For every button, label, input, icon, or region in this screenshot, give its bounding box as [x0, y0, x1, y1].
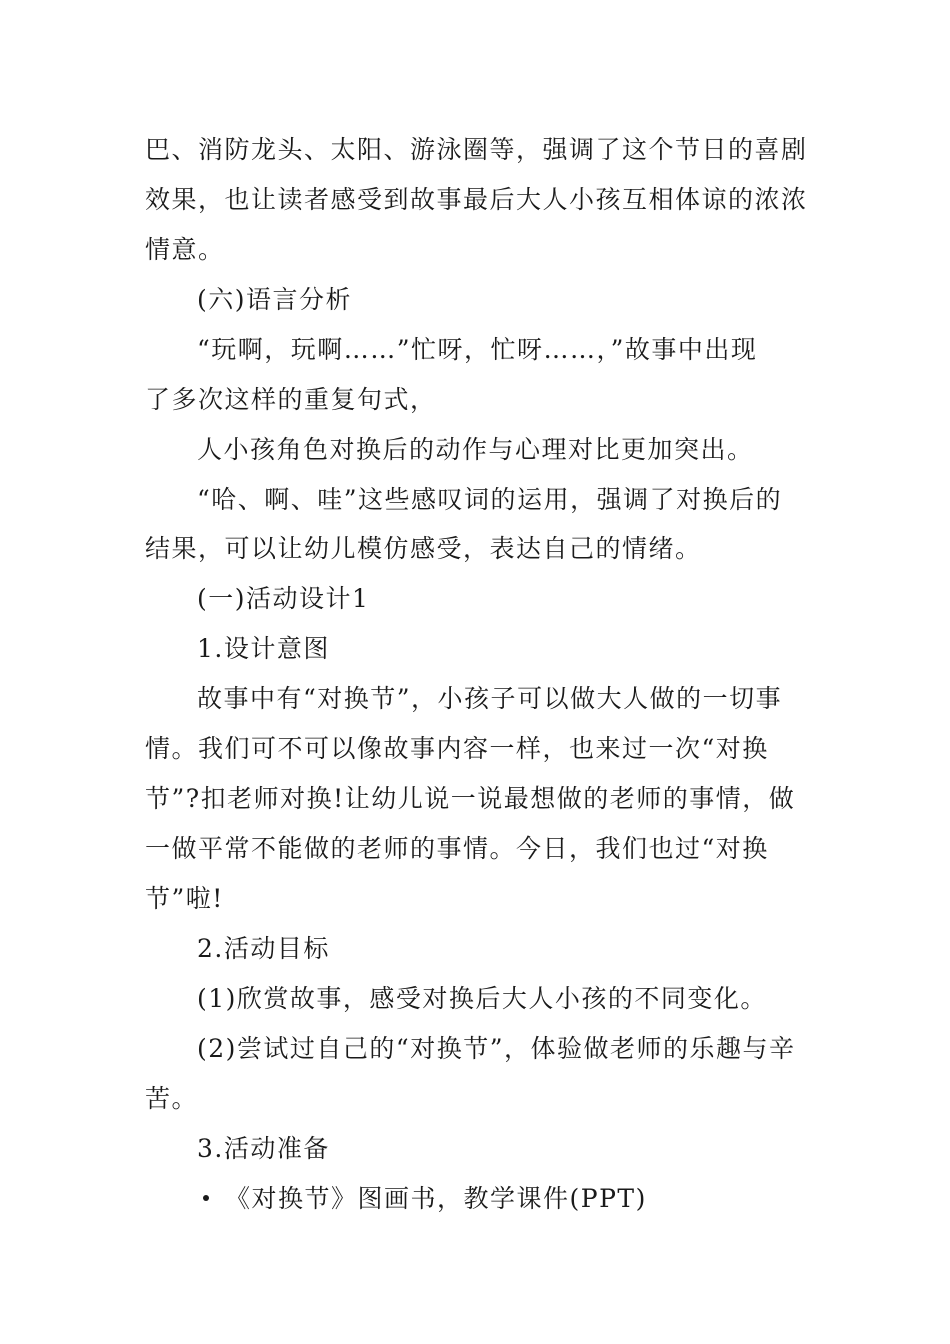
- paragraph-line: 节”?扣老师对换!让幼儿说一说最想做的老师的事情，做: [145, 784, 796, 813]
- section-heading: (六)语言分析: [197, 285, 353, 314]
- section-heading: (一)活动设计1: [197, 584, 370, 613]
- paragraph-line: 了多次这样的重复句式，: [145, 385, 437, 414]
- paragraph-line: 故事中有“对换节”，小孩子可以做大人做的一切事: [197, 684, 783, 713]
- paragraph-line: 节”啦!: [145, 884, 224, 913]
- paragraph-line: 情意。: [145, 235, 225, 264]
- bullet-icon: [203, 1195, 209, 1201]
- subsection-heading: 2.活动目标: [197, 934, 330, 963]
- subsection-heading: 3.活动准备: [197, 1134, 330, 1163]
- paragraph-line: 巴、消防龙头、太阳、游泳圈等，强调了这个节日的喜剧: [145, 135, 808, 164]
- paragraph-line: “哈、啊、哇”这些感叹词的运用，强调了对换后的: [197, 485, 783, 514]
- paragraph-line: “玩啊，玩啊……”忙呀，忙呀……，”故事中出现: [197, 335, 758, 364]
- paragraph-line: 苦。: [145, 1084, 199, 1113]
- paragraph-line: 人小孩角色对换后的动作与心理对比更加突出。: [197, 435, 754, 464]
- paragraph-line: 结果，可以让幼儿模仿感受，表达自己的情绪。: [145, 534, 702, 563]
- paragraph-line: (2)尝试过自己的“对换节”，体验做老师的乐趣与辛: [197, 1034, 796, 1063]
- bullet-item-label: 《对换节》图画书，教学课件(PPT): [225, 1184, 647, 1213]
- paragraph-line: 情。我们可不可以像故事内容一样，也来过一次“对换: [145, 734, 769, 763]
- paragraph-line: 一做平常不能做的老师的事情。今日，我们也过“对换: [145, 834, 769, 863]
- paragraph-line: 效果，也让读者感受到故事最后大人小孩互相体谅的浓浓: [145, 185, 808, 214]
- paragraph-line: (1)欣赏故事，感受对换后大人小孩的不同变化。: [197, 984, 767, 1013]
- subsection-heading: 1.设计意图: [197, 634, 330, 663]
- bullet-item: [0, 1183, 950, 1215]
